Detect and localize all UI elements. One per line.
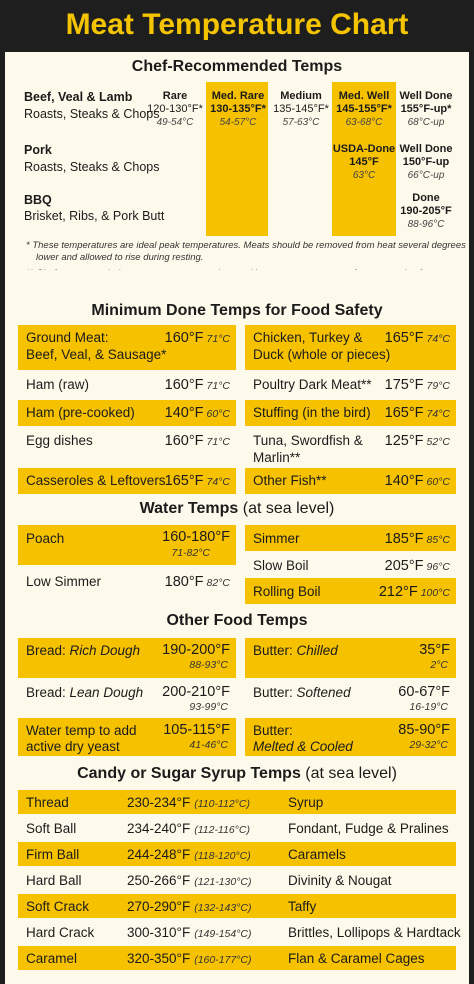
temp-celsius: 82°C — [206, 577, 230, 589]
candy-temp — [127, 794, 250, 813]
temp-celsius: 79°C — [426, 380, 450, 392]
temp-celsius: 71°C — [206, 436, 230, 448]
safety-item-label: Chicken, Turkey & — [253, 330, 363, 345]
temp-celsius: 52°C — [426, 436, 450, 448]
safety-item-label: Ham (pre-cooked) — [26, 405, 135, 420]
temp-fahrenheit: 140°F — [164, 405, 204, 421]
pork-well-done-label: Well Done — [399, 143, 453, 155]
temp-fahrenheit: 160°F — [164, 377, 204, 393]
water-item-temp — [385, 557, 450, 576]
other-item-label — [253, 684, 351, 701]
safety-item-temp — [165, 376, 230, 395]
safety-item-temp — [385, 472, 450, 491]
safety-item-label-line2: Beef, Veal, & Sausage* — [26, 347, 167, 362]
safety-item-temp — [165, 329, 230, 348]
temp-celsius: (149-154°C) — [194, 928, 252, 940]
col-header-med-well: Med. Well — [338, 90, 390, 102]
safety-item-temp — [385, 376, 450, 395]
temp-fahrenheit: 105-115°F — [163, 722, 230, 738]
temp-celsius: 85°C — [426, 534, 450, 546]
temp-fahrenheit: 125°F — [384, 433, 424, 449]
other-item-label — [253, 722, 293, 739]
col-celsius-rare: 49-54°C — [156, 117, 194, 128]
col-celsius-med-well: 63-68°C — [345, 117, 383, 128]
temp-celsius: 41-46°C — [189, 739, 228, 751]
chef-heading: Chef-Recommended Temps — [131, 58, 343, 75]
col-value-well-done: 155°F-up* — [400, 103, 452, 115]
candy-temp — [127, 872, 252, 891]
water-heading — [5, 500, 469, 518]
temp-fahrenheit: 250-266°F — [127, 873, 191, 888]
water-heading-sub: (at sea level) — [242, 500, 335, 517]
pork-usda-celsius: 63°C — [352, 170, 376, 181]
candy-temp — [127, 924, 252, 943]
temp-fahrenheit: 230-234°F — [127, 795, 191, 810]
candy-stage: Hard Crack — [26, 925, 95, 940]
temp-fahrenheit: 165°F — [384, 405, 424, 421]
temp-celsius: 74°C — [206, 476, 230, 488]
temp-fahrenheit: 200-210°F — [162, 684, 230, 700]
candy-temp — [127, 846, 251, 865]
temp-fahrenheit: 165°F — [164, 473, 204, 489]
candy-stage: Hard Ball — [26, 873, 82, 888]
temp-celsius: (121-130°C) — [194, 876, 252, 888]
temp-fahrenheit: 212°F — [378, 584, 418, 600]
safety-item-label: Poultry Dark Meat** — [253, 377, 372, 392]
temp-fahrenheit: 244-248°F — [127, 847, 191, 862]
temp-fahrenheit: 300-310°F — [127, 925, 191, 940]
other-item-label-prefix: Butter: — [253, 723, 293, 738]
candy-use: Flan & Caramel Cages — [288, 951, 425, 966]
safety-item-temp — [165, 432, 230, 451]
temp-celsius: 2°C — [430, 659, 448, 671]
col-header-med-rare: Med. Rare — [211, 90, 265, 102]
other-item-label-line2: active dry yeast — [26, 739, 120, 754]
candy-stage: Soft Ball — [26, 821, 77, 836]
water-item-label: Rolling Boil — [253, 584, 321, 599]
col-celsius-well-done: 68°C-up — [407, 117, 445, 128]
row-name-beef: Beef, Veal & Lamb — [24, 90, 133, 104]
pork-usda-temp: 145°F — [349, 156, 379, 168]
temp-celsius: 60°C — [426, 476, 450, 488]
candy-stage: Firm Ball — [26, 847, 80, 862]
candy-use: Taffy — [288, 899, 317, 914]
temp-celsius: 100°C — [420, 587, 450, 599]
water-item-temp — [385, 530, 450, 549]
other-item-label-italic: Softened — [296, 685, 351, 700]
temp-celsius: (132-143°C) — [194, 902, 252, 914]
temp-celsius: 29-32°C — [409, 739, 448, 751]
temp-celsius: (112-116°C) — [194, 824, 250, 836]
candy-temp — [127, 898, 252, 917]
temp-fahrenheit: 160°F — [164, 330, 204, 346]
other-item-label-prefix: Water temp to add — [26, 723, 137, 738]
temp-fahrenheit: 234-240°F — [127, 821, 191, 836]
temp-fahrenheit: 60-67°F — [398, 684, 450, 700]
candy-use: Caramels — [288, 847, 346, 862]
col-value-medium: 135-145°F* — [273, 103, 329, 115]
temp-fahrenheit: 185°F — [384, 531, 424, 547]
col-header-medium: Medium — [280, 90, 322, 102]
temp-celsius: 93-99°C — [189, 701, 228, 713]
other-item-label-italic: Chilled — [296, 643, 338, 658]
candy-use: Fondant, Fudge & Pralines — [288, 821, 449, 836]
row-name-pork: Pork — [24, 143, 52, 157]
temp-fahrenheit: 180°F — [164, 574, 204, 590]
other-item-label-italic: Lean Dough — [69, 685, 144, 700]
temp-celsius: 88-93°C — [189, 659, 228, 671]
temp-fahrenheit: 85-90°F — [398, 722, 450, 738]
temp-fahrenheit: 175°F — [384, 377, 424, 393]
bbq-done-label: Done — [412, 192, 440, 204]
col-value-rare: 120-130°F* — [147, 103, 203, 115]
temp-celsius: 74°C — [426, 408, 450, 420]
col-header-rare: Rare — [162, 90, 188, 102]
col-celsius-med-rare: 54-57°C — [219, 117, 257, 128]
candy-use: Syrup — [288, 795, 324, 810]
safety-item-label: Egg dishes — [26, 433, 93, 448]
temp-fahrenheit: 140°F — [384, 473, 424, 489]
temp-celsius: 96°C — [426, 561, 450, 573]
temp-celsius: (160-177°C) — [194, 954, 252, 966]
water-item-temp — [379, 583, 450, 602]
candy-use: Brittles, Lollipops & Hardtack — [288, 925, 461, 940]
footnote-1-line-1: * These temperatures are ideal peak temperatures. Meats should be removed from heat several degrees — [26, 240, 466, 251]
temp-celsius: 16-19°C — [409, 701, 448, 713]
water-item-temp — [165, 573, 230, 592]
other-item-label — [26, 684, 143, 701]
water-item-label: Low Simmer — [26, 574, 102, 589]
col-header-well-done: Well Done — [399, 90, 453, 102]
bbq-done-celsius: 88-96°C — [407, 219, 445, 230]
candy-use: Divinity & Nougat — [288, 873, 392, 888]
other-item-label — [253, 642, 338, 659]
candy-stage: Caramel — [26, 951, 78, 966]
pork-well-done-celsius: 66°C-up — [407, 170, 445, 181]
row-desc-pork: Roasts, Steaks & Chops — [24, 160, 160, 174]
other-item-label — [26, 642, 140, 659]
water-heading-title: Water Temps — [139, 500, 239, 517]
safety-item-label-line2: Marlin** — [253, 450, 301, 465]
candy-heading-sub: (at sea level) — [305, 765, 397, 782]
candy-temp — [127, 820, 250, 839]
bbq-done-temp: 190-205°F — [400, 205, 452, 217]
temp-fahrenheit: 160-180°F — [162, 529, 230, 545]
safety-item-label: Other Fish** — [253, 473, 327, 488]
temp-fahrenheit: 205°F — [384, 558, 424, 574]
candy-heading — [5, 765, 469, 783]
temp-celsius: 74°C — [426, 333, 450, 345]
other-item-label — [26, 722, 137, 739]
temp-celsius: 71°C — [206, 380, 230, 392]
candy-stage: Thread — [26, 795, 69, 810]
safety-item-label: Ham (raw) — [26, 377, 89, 392]
safety-item-label: Ground Meat: — [26, 330, 109, 345]
page-title: Meat Temperature Chart — [65, 8, 409, 41]
safety-item-label-line2: Duck (whole or pieces) — [253, 347, 391, 362]
temp-celsius: (118-120°C) — [194, 850, 251, 862]
candy-heading-title: Candy or Sugar Syrup Temps — [77, 765, 301, 782]
row-name-bbq: BBQ — [24, 193, 52, 207]
pork-usda-label: USDA-Done — [332, 143, 396, 155]
candy-stage: Soft Crack — [26, 899, 90, 914]
temp-celsius: (110-112°C) — [194, 798, 250, 810]
safety-item-label: Tuna, Swordfish & — [253, 433, 363, 448]
temp-fahrenheit: 190-200°F — [162, 642, 230, 658]
safety-item-temp — [165, 404, 230, 423]
safety-item-temp — [385, 404, 450, 423]
footnote-1 — [26, 240, 466, 264]
pork-well-done-temp: 150°F-up — [402, 156, 450, 168]
other-heading: Other Food Temps — [166, 612, 308, 629]
col-value-med-well: 145-155°F* — [336, 103, 392, 115]
safety-item-temp — [385, 432, 450, 451]
row-desc-beef: Roasts, Steaks & Chops — [24, 107, 160, 121]
row-desc-bbq: Brisket, Ribs, & Pork Butt — [24, 209, 165, 223]
other-item-label-prefix: Bread: — [26, 643, 70, 658]
footnote-background — [5, 270, 469, 294]
footnote-1-line-2: lower and allowed to rise during resting. — [36, 252, 204, 263]
other-item-label-prefix: Bread: — [26, 685, 70, 700]
other-item-label-prefix: Butter: — [253, 643, 297, 658]
temp-fahrenheit: 270-290°F — [127, 899, 191, 914]
water-item-label: Simmer — [253, 531, 300, 546]
col-value-med-rare: 130-135°F* — [210, 103, 266, 115]
other-item-label-prefix: Butter: — [253, 685, 297, 700]
temp-fahrenheit: 320-350°F — [127, 951, 191, 966]
temp-celsius: 71°C — [206, 333, 230, 345]
water-item-label: Poach — [26, 531, 65, 546]
candy-temp — [127, 950, 252, 969]
safety-item-label: Stuffing (in the bird) — [253, 405, 371, 420]
other-item-label-italic: Rich Dough — [69, 643, 141, 658]
other-item-label-line2: Melted & Cooled — [253, 739, 353, 754]
safety-item-temp — [165, 472, 230, 491]
temp-fahrenheit: 160°F — [164, 433, 204, 449]
water-item-label: Slow Boil — [253, 558, 309, 573]
safety-heading: Minimum Done Temps for Food Safety — [91, 302, 383, 319]
temp-celsius: 60°C — [206, 408, 230, 420]
temp-celsius: 71-82°C — [171, 547, 210, 559]
temp-fahrenheit: 35°F — [419, 642, 450, 658]
safety-item-temp — [385, 329, 450, 348]
safety-item-label: Casseroles & Leftovers — [26, 473, 166, 488]
col-celsius-medium: 57-63°C — [282, 117, 320, 128]
temp-fahrenheit: 165°F — [384, 330, 424, 346]
